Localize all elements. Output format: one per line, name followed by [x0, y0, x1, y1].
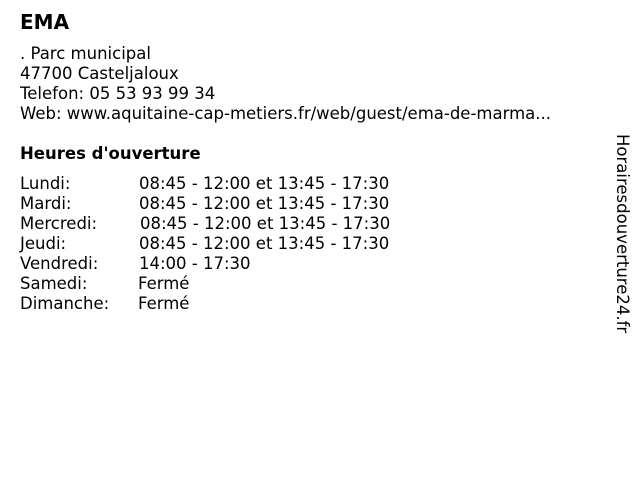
address-city: 47700 Casteljaloux — [20, 64, 179, 83]
website-link[interactable]: Web: www.aquitaine-cap-metiers.fr/web/guest/ema-de-marma... — [20, 104, 552, 123]
day-label: Jeudi: — [20, 234, 67, 253]
time-value: Fermé — [138, 294, 190, 313]
time-value: 08:45 - 12:00 et 13:45 - 17:30 — [139, 174, 390, 193]
address-street: . Parc municipal — [20, 44, 151, 63]
watermark-text: Horairesdouverture24.fr — [613, 134, 632, 334]
time-value: Fermé — [138, 274, 190, 293]
site-watermark — [610, 134, 634, 344]
phone-number: Telefon: 05 53 93 99 34 — [20, 84, 216, 103]
time-value: 08:45 - 12:00 et 13:45 - 17:30 — [140, 214, 391, 233]
day-label: Lundi: — [20, 174, 71, 193]
address-block — [20, 44, 551, 124]
opening-hours-heading: Heures d'ouverture — [20, 144, 201, 163]
day-label: Samedi: — [20, 274, 88, 293]
day-label: Vendredi: — [20, 254, 99, 273]
time-value: 14:00 - 17:30 — [139, 254, 251, 273]
day-label: Mardi: — [20, 194, 72, 213]
business-name: EMA — [20, 10, 70, 34]
day-label: Dimanche: — [20, 294, 110, 313]
day-label: Mercredi: — [20, 214, 98, 233]
time-value: 08:45 - 12:00 et 13:45 - 17:30 — [139, 194, 390, 213]
time-value: 08:45 - 12:00 et 13:45 - 17:30 — [139, 234, 390, 253]
